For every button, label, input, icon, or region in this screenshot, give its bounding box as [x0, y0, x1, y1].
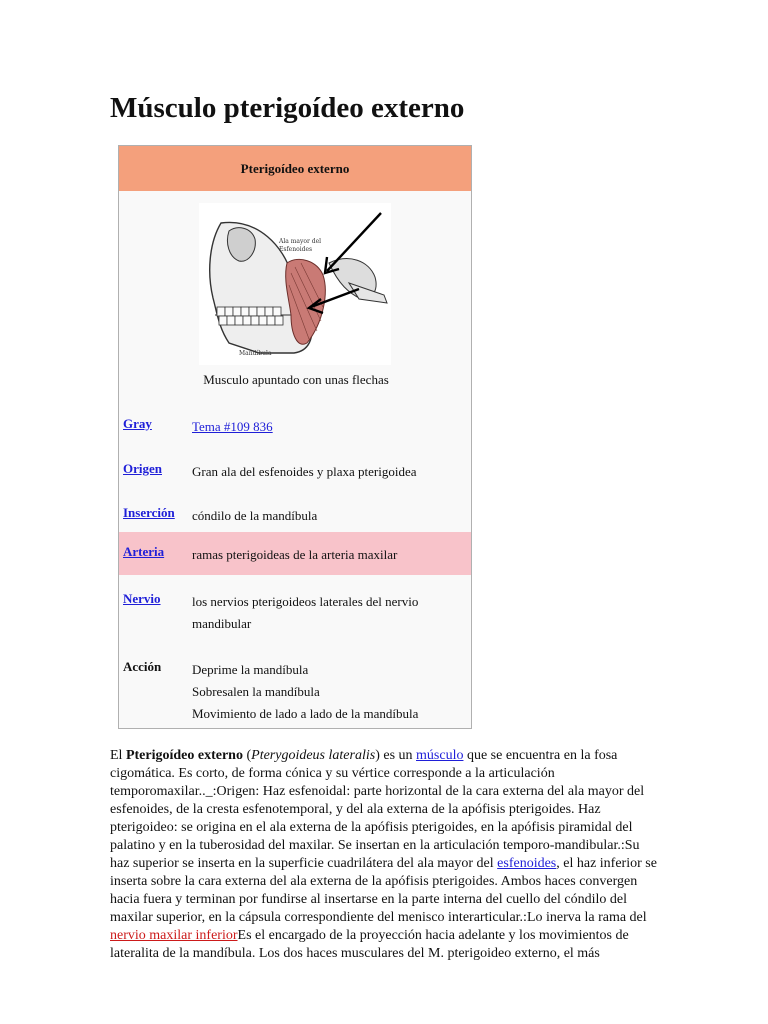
row-label-nervio[interactable]: Nervio: [123, 591, 161, 606]
infobox-row-arteria: [119, 532, 471, 575]
row-value-gray[interactable]: Tema #109 836: [192, 419, 273, 434]
row-value-origen: Gran ala del esfenoides y plaxa pterigoidea: [192, 464, 417, 479]
infobox-row-accion: [119, 654, 471, 724]
accion-item: Sobresalen la mandíbula: [192, 684, 320, 699]
figure-caption: Musculo apuntado con unas flechas: [203, 372, 389, 387]
figure-label: Esfenoides: [279, 246, 313, 253]
article-body: El Pterigoídeo externo (Pterygoideus lateralis) es un músculo que se encuentra en la fosa cigomática. Es corto, de forma cónica y su vértice corresponde a la articulación temporomaxilar.._:Origen: Haz esfenoidal: parte horizontal de la cara externa del ala mayor del esfenoides, de la cresta esfenotemporal, y del ala externa de la apófisis pterigoides. Haz pterigoideo: se origina en el ala externa de la apófisis pterigoides, en la apófisis piramidal del palatino y en la tuberosidad del maxilar. Se insertan en la articulación temporo-mandibular.:Su haz superior se inserta en la superficie cuadrilátera del ala mayor del esfenoides, el haz inferior se inserta sobre la cara externa del ala externa de la apófisis pterigoides. Ambos haces convergen hacia fuera y terminan por fundirse al insertarse en la parte interna del cuello del cóndilo del maxilar superior, en la cápsula correspondiente del menisco interarticular.:Lo inerva la rama del nervio maxilar inferiorEs el encargado de la proyección hacia adelante y los movimientos de lateralita de la mandíbula. Los dos haces musculares del M. pterigoideo externo, el más: [110, 748, 657, 961]
infobox-row-nervio: [119, 586, 471, 640]
row-value-accion: [192, 659, 462, 725]
infobox: [118, 145, 472, 729]
row-value-insercion: cóndilo de la mandíbula: [192, 508, 318, 523]
row-label-gray[interactable]: Gray: [123, 416, 152, 431]
figure-label: Mandíbula: [239, 350, 272, 357]
figure-label: Ala mayor del: [279, 238, 322, 245]
accion-item: Movimiento de lado a lado de la mandíbula: [192, 706, 419, 721]
link-nervio-maxilar-inferior[interactable]: nervio maxilar inferior: [110, 928, 238, 943]
link-musculo[interactable]: músculo: [416, 748, 464, 763]
anatomy-figure: [199, 203, 391, 365]
row-label-arteria[interactable]: Arteria: [123, 544, 165, 559]
accion-item: Deprime la mandíbula: [192, 662, 309, 677]
row-value-arteria: ramas pterigoideas de la arteria maxilar: [192, 547, 398, 562]
latin-name: Pterygoideus lateralis: [251, 748, 376, 763]
infobox-row-origen: [119, 456, 471, 498]
row-label-insercion[interactable]: Inserción: [123, 505, 175, 520]
row-value-nervio: los nervios pterigoideos laterales del nervio mandibular: [192, 594, 419, 631]
link-esfenoides[interactable]: esfenoides: [497, 856, 557, 871]
infobox-row-gray: [119, 411, 471, 453]
row-label-origen[interactable]: Origen: [123, 461, 162, 476]
infobox-header: Pterigoídeo externo: [119, 146, 471, 191]
page-title: Músculo pterigoídeo externo: [110, 92, 465, 124]
row-label-accion: Acción: [123, 659, 162, 674]
bold-term: Pterigoídeo externo: [125, 748, 243, 763]
